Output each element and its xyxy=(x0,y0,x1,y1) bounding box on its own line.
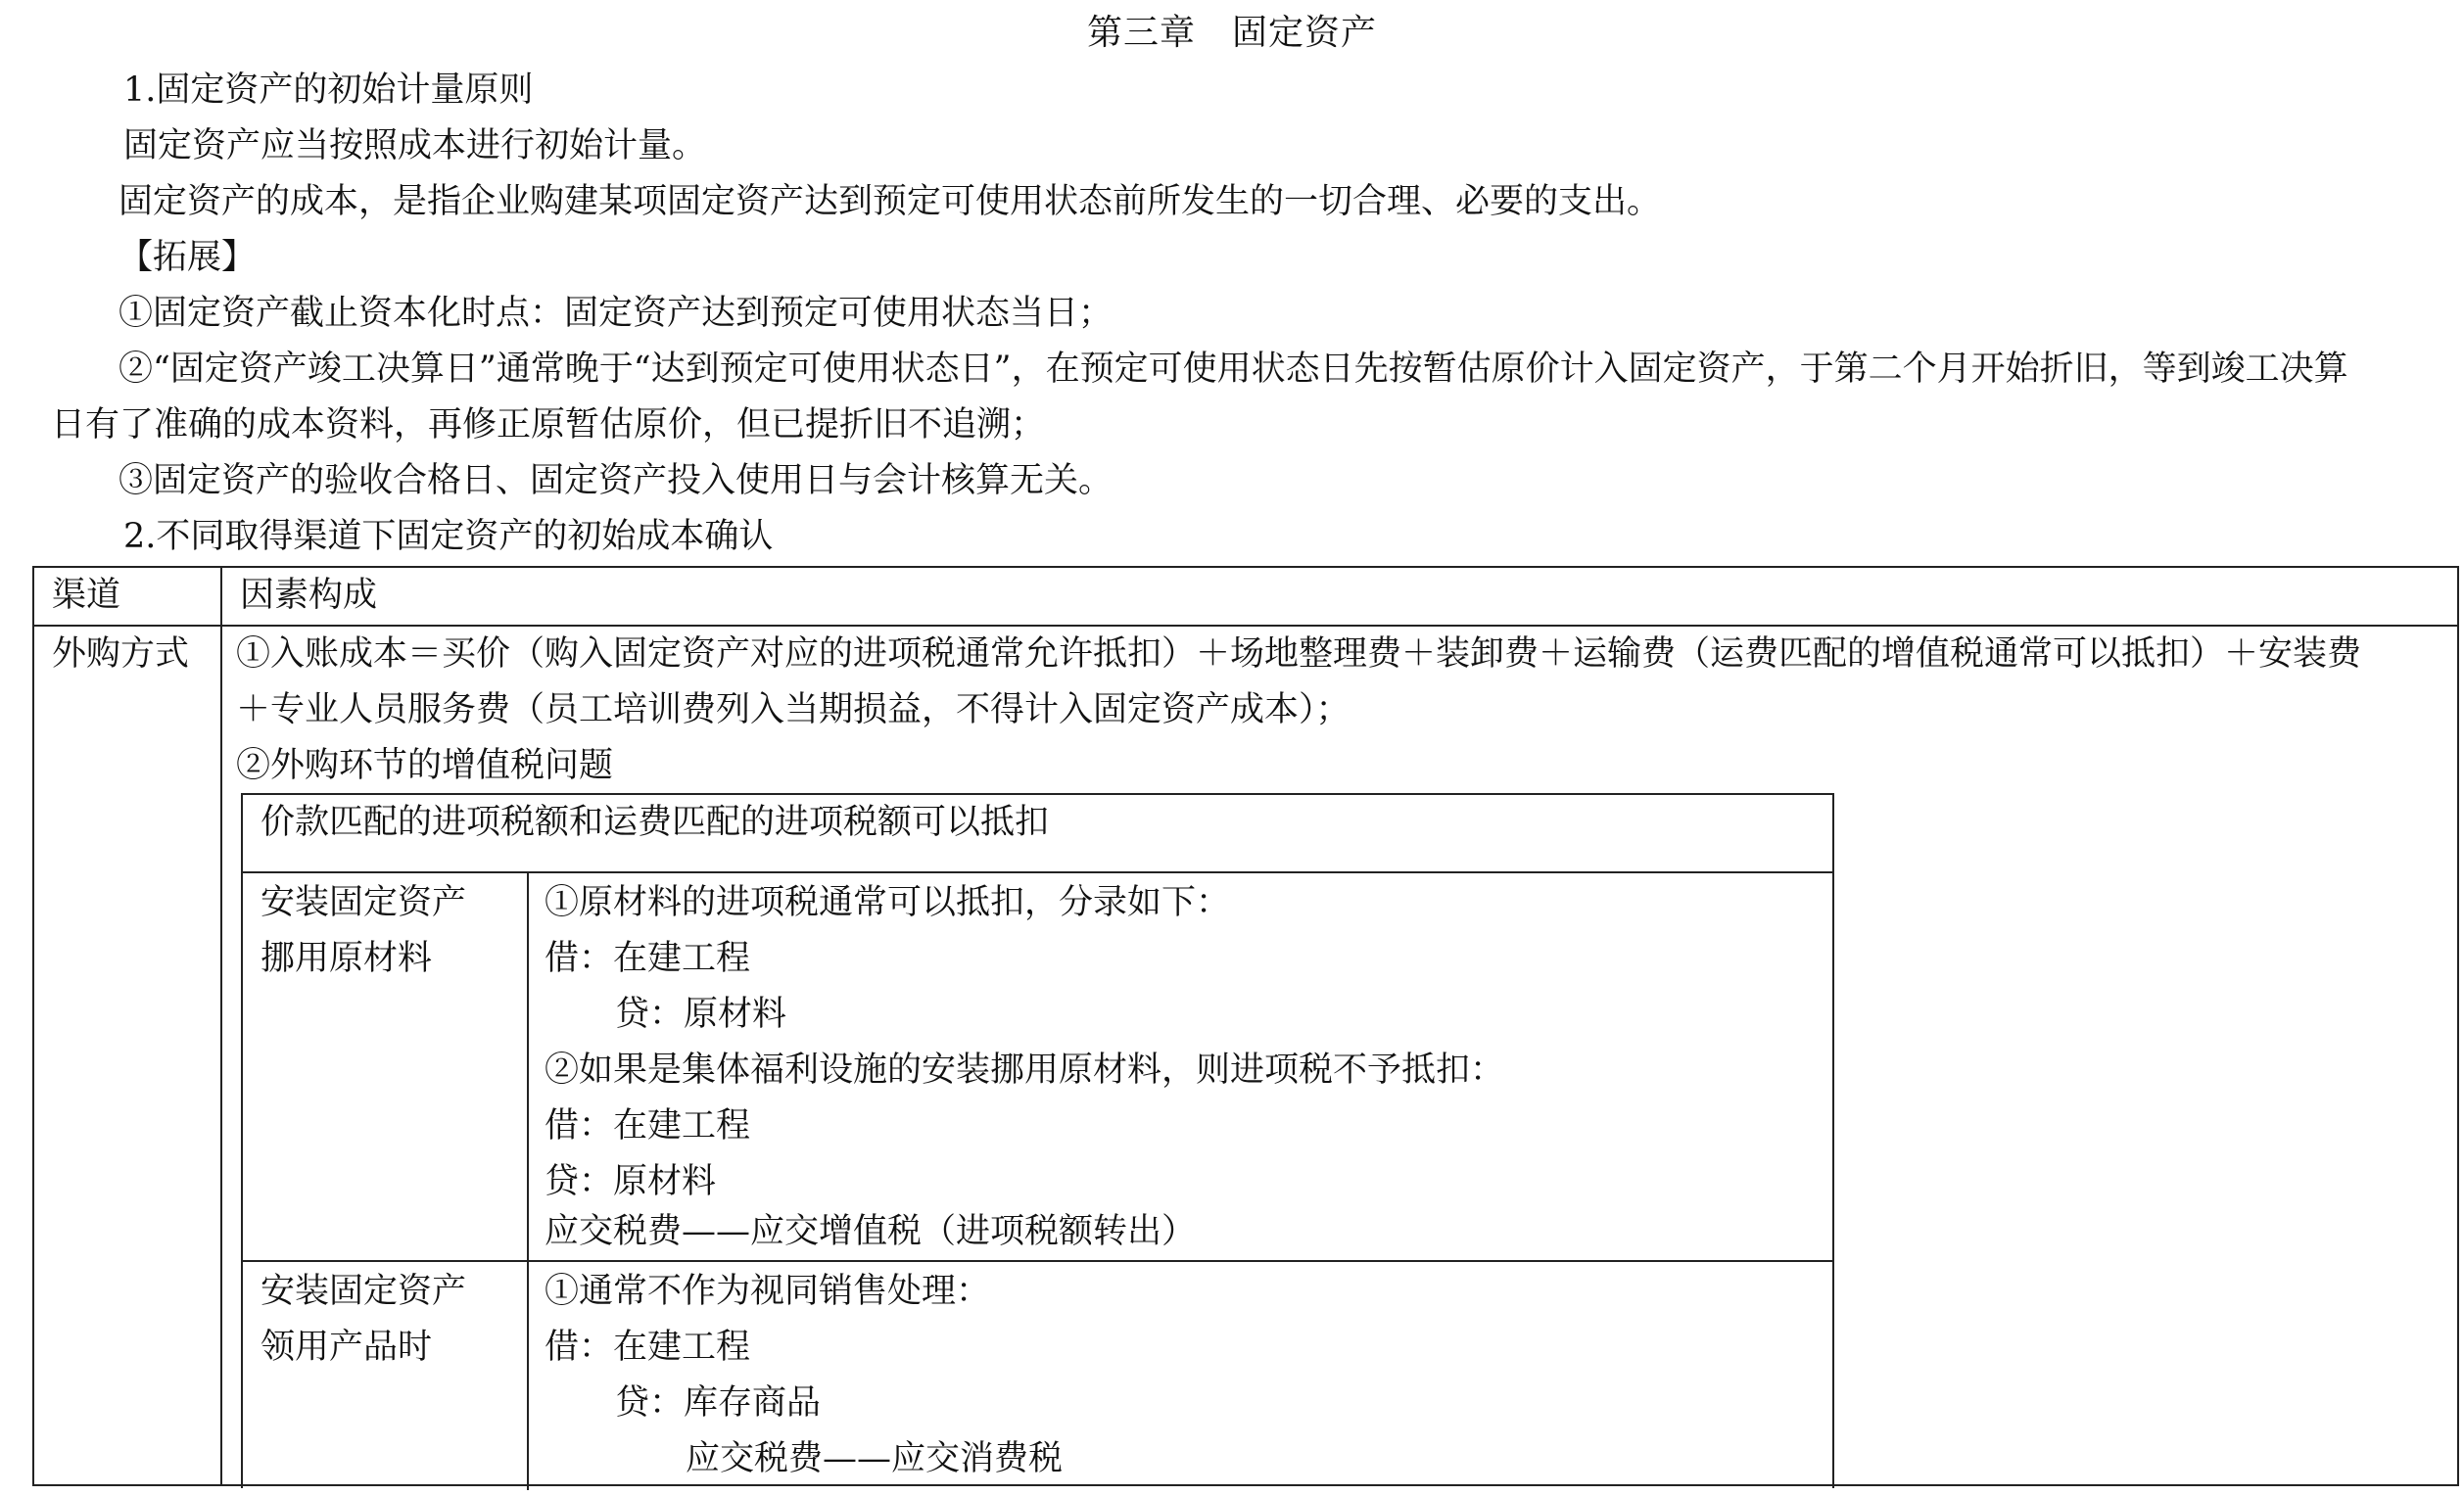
paragraph: 固定资产的成本，是指企业购建某项固定资产达到预定可使用状态前所发生的一切合理、必要的支出。 xyxy=(118,182,1662,221)
vat-sub-table xyxy=(241,793,1834,1488)
entry-line: ①原材料的进项税通常可以抵扣，分录如下： xyxy=(545,883,1231,922)
table-divider xyxy=(220,568,222,1484)
factor-line: ②外购环节的增值税问题 xyxy=(236,746,614,785)
channel-cell: 外购方式 xyxy=(52,634,190,674)
entry-line: 贷：库存商品 xyxy=(615,1383,822,1423)
acquisition-channel-table xyxy=(32,566,2459,1486)
table-header-channel: 渠道 xyxy=(52,576,121,615)
factor-line: ＋专业人员服务费（员工培训费列入当期损益，不得计入固定资产成本）； xyxy=(236,690,1350,729)
entry-line: 借：在建工程 xyxy=(545,1106,751,1145)
entry-line: ①通常不作为视同销售处理： xyxy=(545,1272,991,1311)
paragraph-continued: 日有了准确的成本资料，再修正原暂估原价，但已提折旧不追溯； xyxy=(51,405,1046,444)
entry-line: 应交税费——应交消费税 xyxy=(686,1439,1064,1478)
paragraph: ①固定资产截止资本化时点：固定资产达到预定可使用状态当日； xyxy=(118,294,1114,333)
entry-line: 贷：原材料 xyxy=(615,995,787,1034)
paragraph: ③固定资产的验收合格日、固定资产投入使用日与会计核算无关。 xyxy=(118,461,1114,500)
entry-line: 应交税费——应交增值税（进项税额转出） xyxy=(545,1212,1197,1251)
entry-line: 借：在建工程 xyxy=(545,1328,751,1367)
sub-row-label: 安装固定资产 xyxy=(261,1272,467,1311)
sub-row-label: 领用产品时 xyxy=(261,1328,433,1367)
table-divider xyxy=(243,871,1832,873)
entry-line: 借：在建工程 xyxy=(545,939,751,978)
extension-heading: 【拓展】 xyxy=(118,238,257,277)
table-divider xyxy=(527,871,529,1490)
section-heading-2: 2.不同取得渠道下固定资产的初始成本确认 xyxy=(123,517,774,556)
table-divider xyxy=(243,1260,1832,1262)
table-header-factors: 因素构成 xyxy=(240,576,378,615)
chapter-title: 第三章 固定资产 xyxy=(1086,13,1377,53)
sub-table-header: 价款匹配的进项税额和运费匹配的进项税额可以抵扣 xyxy=(261,803,1050,842)
sub-row-label: 挪用原材料 xyxy=(261,939,433,978)
entry-line: ②如果是集体福利设施的安装挪用原材料，则进项税不予抵扣： xyxy=(545,1051,1505,1090)
paragraph: ②“固定资产竣工决算日”通常晚于“达到预定可使用状态日”，在预定可使用状态日先按暂估原价计入固定资产，于第二个月开始折旧，等到竣工决算 xyxy=(118,350,2348,389)
factor-line: ①入账成本＝买价（购入固定资产对应的进项税通常允许抵扣）＋场地整理费＋装卸费＋运输费（运费匹配的增值税通常可以抵扣）＋安装费 xyxy=(236,634,2362,674)
paragraph: 固定资产应当按照成本进行初始计量。 xyxy=(123,126,707,165)
entry-line: 贷：原材料 xyxy=(545,1162,717,1201)
sub-row-label: 安装固定资产 xyxy=(261,883,467,922)
section-heading-1: 1.固定资产的初始计量原则 xyxy=(123,70,534,110)
